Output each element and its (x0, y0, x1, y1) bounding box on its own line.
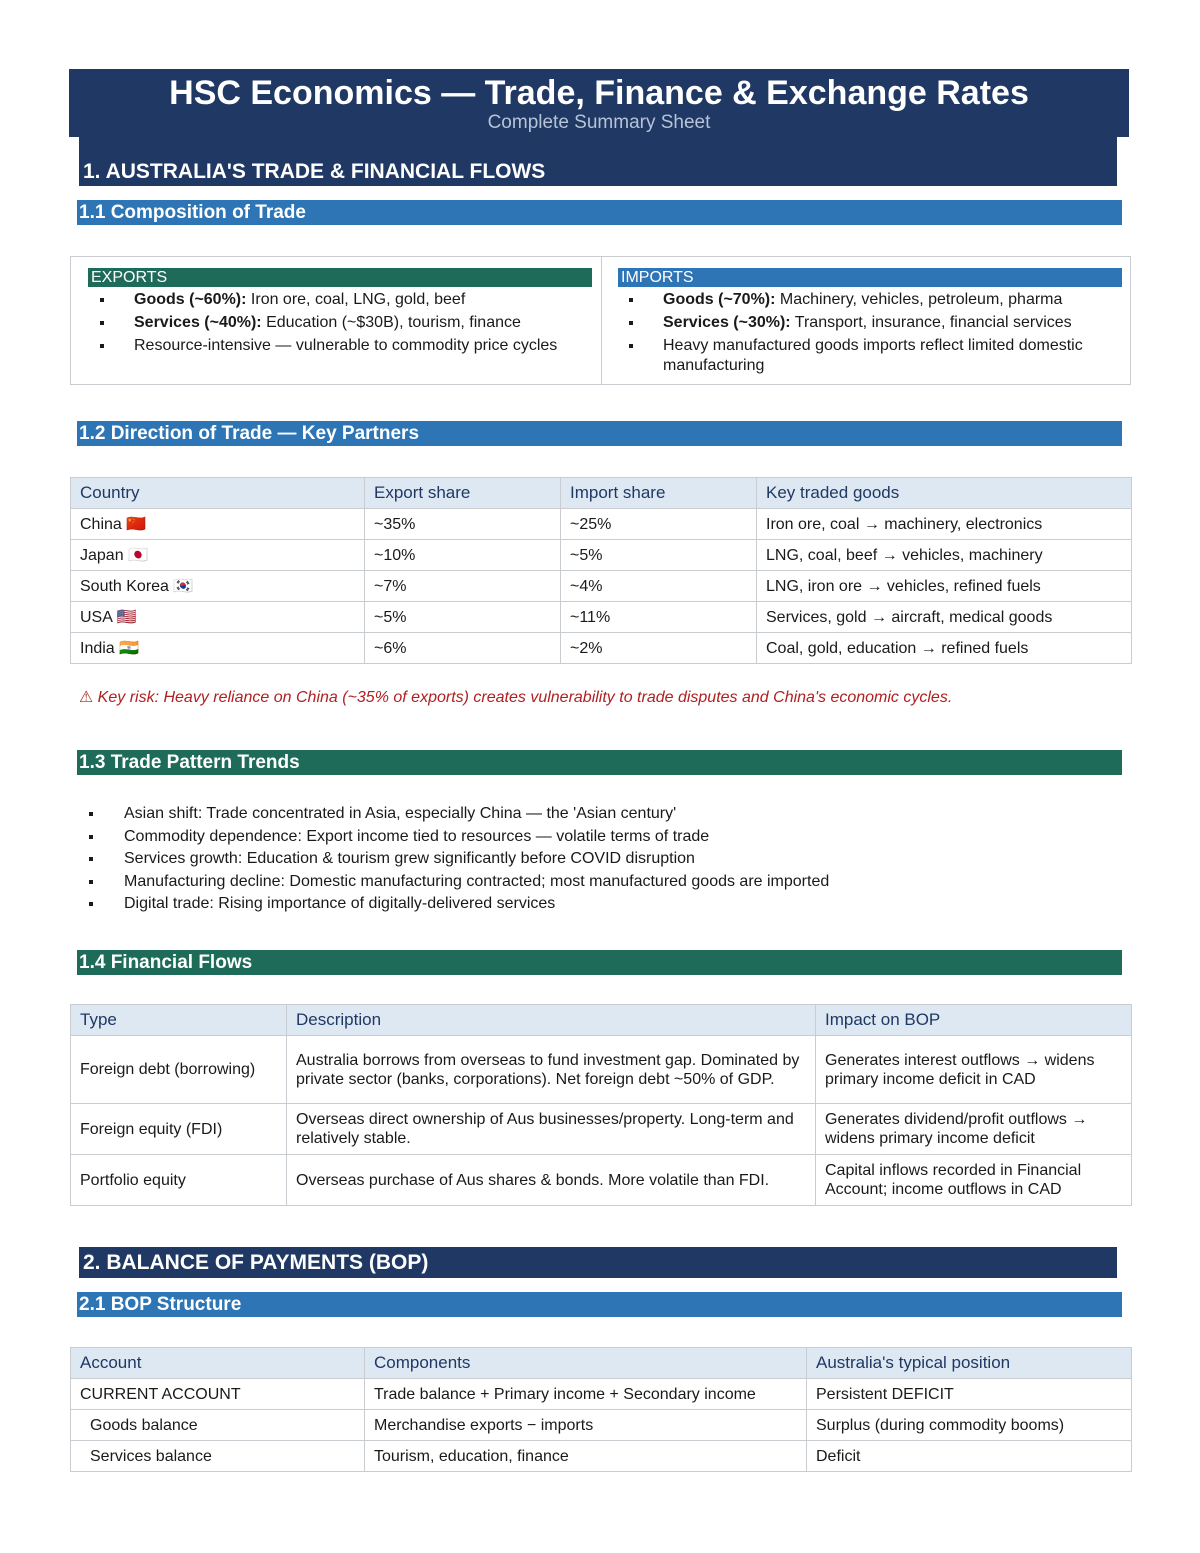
table-cell: ~10% (365, 540, 561, 571)
table-cell: Portfolio equity (71, 1155, 287, 1206)
table-cell: ~25% (561, 509, 757, 540)
imports-label: IMPORTS (618, 268, 1122, 287)
table-cell: Deficit (807, 1441, 1132, 1472)
table-cell: CURRENT ACCOUNT (71, 1379, 365, 1410)
column-header: Account (71, 1348, 365, 1379)
table-row (71, 1036, 1132, 1104)
bop-structure-table (70, 1347, 1132, 1472)
section-2-heading: 2. BALANCE OF PAYMENTS (BOP) (79, 1247, 1117, 1278)
table-cell: ~6% (365, 633, 561, 664)
column-header: Key traded goods (757, 478, 1132, 509)
column-header: Country (71, 478, 365, 509)
imports-column (602, 257, 1130, 384)
column-header: Components (365, 1348, 807, 1379)
table-header-row (71, 1348, 1132, 1379)
table-row (71, 571, 1132, 602)
column-header: Import share (561, 478, 757, 509)
table-cell: Overseas direct ownership of Aus businesses/property. Long-term and relatively stable. (287, 1104, 816, 1155)
table-cell: Coal, gold, education → refined fuels (757, 633, 1132, 664)
table-cell: Surplus (during commodity booms) (807, 1410, 1132, 1441)
table-cell: ~4% (561, 571, 757, 602)
list-item: Services growth: Education & tourism grew significantly before COVID disruption (88, 848, 829, 871)
trends-list (88, 803, 829, 916)
table-cell: ~5% (365, 602, 561, 633)
key-risk-note: ⚠ Key risk: Heavy reliance on China (~35% of exports) creates vulnerability to trade disputes and China's economic cycles. (79, 689, 953, 706)
subsection-1-4-heading: 1.4 Financial Flows (77, 950, 1122, 975)
table-cell: Foreign debt (borrowing) (71, 1036, 287, 1104)
table-header-row (71, 1005, 1132, 1036)
table-cell: Overseas purchase of Aus shares & bonds. More volatile than FDI. (287, 1155, 816, 1206)
table-cell: China 🇨🇳 (71, 509, 365, 540)
list-item: Services (~40%): Education (~$30B), tourism, finance (99, 313, 569, 333)
table-row (71, 1155, 1132, 1206)
column-header: Export share (365, 478, 561, 509)
column-header: Description (287, 1005, 816, 1036)
table-cell: ~5% (561, 540, 757, 571)
table-cell: LNG, coal, beef → vehicles, machinery (757, 540, 1132, 571)
list-item: Asian shift: Trade concentrated in Asia, especially China — the 'Asian century' (88, 803, 829, 826)
table-cell: Goods balance (71, 1410, 365, 1441)
table-cell: India 🇮🇳 (71, 633, 365, 664)
list-item: Commodity dependence: Export income tied to resources — volatile terms of trade (88, 826, 829, 849)
title-banner (69, 69, 1129, 137)
subsection-1-1-heading: 1.1 Composition of Trade (77, 200, 1122, 225)
table-cell: ~7% (365, 571, 561, 602)
table-row (71, 540, 1132, 571)
column-header: Australia's typical position (807, 1348, 1132, 1379)
table-cell: Japan 🇯🇵 (71, 540, 365, 571)
section-1-heading: 1. AUSTRALIA'S TRADE & FINANCIAL FLOWS (79, 137, 1117, 186)
table-row (71, 602, 1132, 633)
exports-list (99, 290, 569, 359)
table-cell: Merchandise exports − imports (365, 1410, 807, 1441)
table-cell: Foreign equity (FDI) (71, 1104, 287, 1155)
list-item: Manufacturing decline: Domestic manufacturing contracted; most manufactured goods are imported (88, 871, 829, 894)
table-cell: Australia borrows from overseas to fund investment gap. Dominated by private sector (banks, corporations). Net foreign debt ~50% of GDP. (287, 1036, 816, 1104)
table-row (71, 509, 1132, 540)
table-row (71, 1104, 1132, 1155)
list-item: Heavy manufactured goods imports reflect limited domestic manufacturing (628, 336, 1108, 376)
financial-flows-table (70, 1004, 1132, 1206)
subsection-2-1-heading: 2.1 BOP Structure (77, 1292, 1122, 1317)
table-cell: LNG, iron ore → vehicles, refined fuels (757, 571, 1132, 602)
table-cell: Iron ore, coal → machinery, electronics (757, 509, 1132, 540)
table-cell: USA 🇺🇸 (71, 602, 365, 633)
table-cell: Tourism, education, finance (365, 1441, 807, 1472)
exports-column (71, 257, 602, 384)
table-cell: Capital inflows recorded in Financial Account; income outflows in CAD (816, 1155, 1132, 1206)
table-cell: Services, gold → aircraft, medical goods (757, 602, 1132, 633)
table-cell: Services balance (71, 1441, 365, 1472)
table-cell: Generates interest outflows → widens primary income deficit in CAD (816, 1036, 1132, 1104)
list-item: Goods (~60%): Iron ore, coal, LNG, gold, beef (99, 290, 569, 310)
table-row (71, 633, 1132, 664)
column-header: Type (71, 1005, 287, 1036)
table-cell: ~35% (365, 509, 561, 540)
list-item: Digital trade: Rising importance of digitally-delivered services (88, 893, 829, 916)
table-cell: South Korea 🇰🇷 (71, 571, 365, 602)
imports-list (628, 290, 1108, 379)
table-cell: Generates dividend/profit outflows → widens primary income deficit (816, 1104, 1132, 1155)
subsection-1-2-heading: 1.2 Direction of Trade — Key Partners (77, 421, 1122, 446)
table-row (71, 1441, 1132, 1472)
document-subtitle: Complete Summary Sheet (487, 112, 711, 133)
table-header-row (71, 478, 1132, 509)
table-cell: ~2% (561, 633, 757, 664)
column-header: Impact on BOP (816, 1005, 1132, 1036)
table-cell: Persistent DEFICIT (807, 1379, 1132, 1410)
table-cell: Trade balance + Primary income + Secondary income (365, 1379, 807, 1410)
composition-box (70, 256, 1131, 385)
trade-partners-table (70, 477, 1132, 664)
table-row (71, 1379, 1132, 1410)
list-item: Goods (~70%): Machinery, vehicles, petroleum, pharma (628, 290, 1108, 310)
list-item: Resource-intensive — vulnerable to commodity price cycles (99, 336, 569, 356)
list-item: Services (~30%): Transport, insurance, financial services (628, 313, 1108, 333)
document-title: HSC Economics — Trade, Finance & Exchange Rates (169, 74, 1029, 112)
subsection-1-3-heading: 1.3 Trade Pattern Trends (77, 750, 1122, 775)
exports-label: EXPORTS (88, 268, 592, 287)
table-cell: ~11% (561, 602, 757, 633)
table-row (71, 1410, 1132, 1441)
